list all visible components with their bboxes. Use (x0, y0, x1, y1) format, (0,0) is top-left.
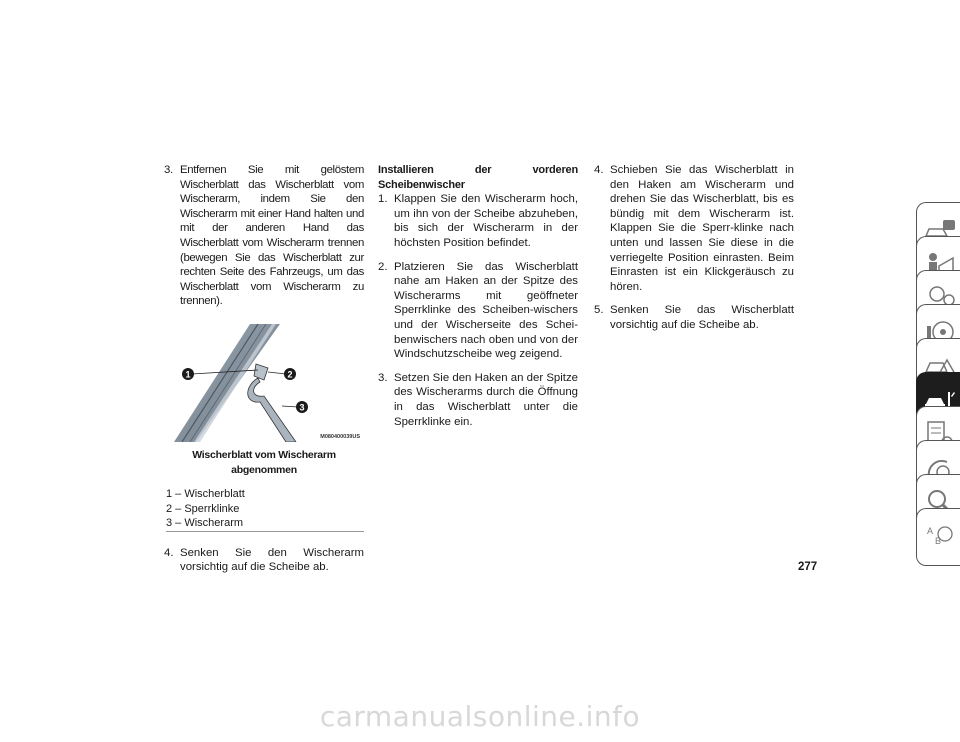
left-column (164, 163, 364, 584)
step-text: Senken Sie den Wischerarm vorsichtig auf die Scheibe ab. (180, 546, 364, 574)
figure-code: M080400039US (320, 433, 360, 440)
install-step-3 (378, 371, 578, 429)
wiper-illustration (164, 324, 364, 442)
legend-item: 3 – Wischerarm (166, 517, 244, 530)
step-text: Platzieren Sie das Wischerblatt nahe am Haken an der Spitze des Wischerarms mit geöffneter Sperrklinke des Scheiben-wischers und der Wischerseite des Schei-benwischers nach oben und von der Windschutzscheibe weg zeigend. (394, 260, 578, 361)
step-text: Senken Sie das Wischerblatt vorsichtig auf die Scheibe ab. (610, 304, 794, 331)
svg-text:A: A (927, 526, 934, 536)
latch-shape (254, 364, 268, 380)
install-step-4 (594, 163, 794, 294)
step-text: Entfernen Sie mit gelöstem Wischerblatt das Wischerblatt vom Wischerarm, indem Sie den Wischerarm mit einer Hand halten und mit der anderen Hand das Wischerblatt vom Wischerarm trennen (bewegen Sie das Wischerblatt zur rechten Seite des Fahrzeugs, um das Wischerblatt vom Wischerarm zu trennen). (180, 164, 364, 308)
figure-legend (166, 487, 364, 532)
legend-item: 2 – Sperrklinke (166, 502, 240, 515)
step-3 (164, 163, 364, 309)
svg-text:1: 1 (185, 369, 191, 380)
svg-text:2: 2 (287, 369, 293, 380)
step-number: 3. (164, 164, 173, 176)
section-heading: Installieren der vorderen Scheibenwischer (378, 164, 578, 191)
language-icon (923, 520, 957, 554)
step-text: Setzen Sie den Haken an der Spitze des Wischerarms durch die Öffnung in das Wischerblatt unter die Sperrklinke ein. (394, 371, 578, 428)
watermark: carmanualsonline.info (319, 700, 641, 733)
figure-caption: Wischerblatt vom Wischerarm abgenommen (192, 448, 336, 476)
wiper-figure (164, 324, 364, 442)
install-step-2 (378, 260, 578, 362)
step-number: 1. (378, 193, 388, 206)
legend-item: 1 – Wischerblatt (166, 488, 245, 501)
step-text: Schieben Sie das Wischerblatt in den Haken am Wischerarm und drehen Sie das Wischerblatt, bis es bündig mit dem Wischerarm ist. Klappen Sie die Sperr-klinke nach unten und lassen Sie diese in die verriegelte Position einrasten. Beim Einrasten ist ein Klickgeräusch zu hören. (610, 164, 794, 293)
step-number: 4. (594, 164, 604, 176)
step-number: 5. (594, 304, 604, 317)
right-column (594, 163, 794, 342)
page-number: 277 (798, 561, 818, 573)
wiper-arm-shape (248, 378, 296, 442)
step-number: 3. (378, 371, 388, 384)
svg-text:3: 3 (299, 402, 305, 413)
step-4 (164, 546, 364, 575)
svg-text:B: B (935, 536, 942, 546)
install-step-5 (594, 303, 794, 332)
step-number: 4. (164, 546, 174, 559)
step-number: 2. (378, 260, 388, 273)
step-text: Klappen Sie den Wischerarm hoch, um ihn von der Scheibe abzuheben, bis sich der Wischerarm in der höchsten Position befindet. (394, 193, 578, 249)
install-step-1 (378, 192, 578, 250)
tab-language[interactable] (916, 508, 960, 566)
middle-column (378, 163, 578, 438)
